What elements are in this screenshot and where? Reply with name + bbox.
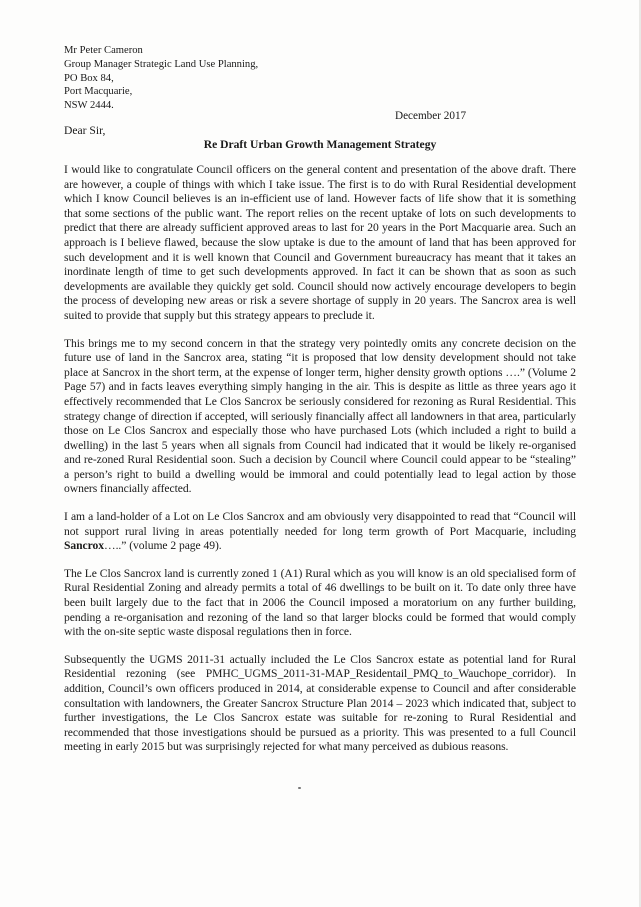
letter-body [64,163,576,768]
paragraph-text: I am a land-holder of a Lot on Le Clos Sancrox and am obviously very disappointed to read that “Council will not support rural living in areas potentially needed for long term growth of Port Macquarie, including [64,510,576,538]
paragraph-current-zoning: The Le Clos Sancrox land is currently zoned 1 (A1) Rural which as you will know is an old specialised form of Rural Residential Zoning and already permits a total of 46 dwellings to be built on it. To date only three have been built largely due to the fact that in 2006 the Council imposed a moratorium on any further building, pending a re-organisation and rezoning of the land so that larger blocks could be formed that would comply with the on-site septic waste disposal regulations then in force. [64,566,576,639]
subject-line: Re Draft Urban Growth Management Strategy [203,138,437,151]
emphasis-sancrox: Sancrox [64,539,105,553]
scan-speck [298,787,301,789]
address-line: Port Macquarie, [64,86,133,98]
address-line: NSW 2444. [64,100,114,112]
paragraph-text: …..” (volume 2 page 49). [104,539,222,553]
address-line: Mr Peter Cameron [64,45,143,56]
salutation: Dear Sir, [64,124,106,137]
address-line: Group Manager Strategic Land Use Planning, [64,58,259,70]
paragraph-land-holder [64,510,576,554]
letter-date: December 2017 [395,110,467,122]
paragraph-second-concern: This brings me to my second concern in that the strategy very pointedly omits any concrete decision on the future use of land in the Sancrox area, stating “it is proposed that low density development should not take place at Sancrox in the short term, at the expense of longer term, higher density growth options ….” (Volume 2 Page 57) and in facts leaves everything simply hanging in the air. This is despite as little as three years ago it effectively recommended that Le Clos Sancrox be seriously considered for rezoning as Rural Residential. This strategy change of direction if accepted, will seriously financially affect all landowners in that area, particularly those on Le Clos Sancrox and especially those who have purchased Lots (which included a right to build a dwelling) in the last 5 years when all signals from Council had indicated that it would be likely re-organised and re-zoned Rural Residential soon. Such a decision by Council where Council could appear to be “stealing” a person’s right to build a dwelling would be immoral and could potentially lead to legal action by those owners financially affected. [64,336,576,496]
paragraph-ugms-history: Subsequently the UGMS 2011-31 actually included the Le Clos Sancrox estate as potential land for Rural Residential rezoning (see PMHC_UGMS_2011-31-MAP_Residentail_PMQ_to_Wauchope_corridor). In addition, Council’s own officers produced in 2014, at considerable expense to Council and after considerable consultation with landowners, the Greater Sancrox Structure Plan 2014 – 2023 which indicated that, subject to further investigations, the Le Clos Sancrox estate was suitable for re-zoning to Rural Residential and recommended that those investigations should be pursued as a priority. This was presented to a full Council meeting in early 2015 but was surprisingly rejected for what many perceived as dubious reasons. [64,652,576,754]
recipient-address [64,44,364,113]
address-line: PO Box 84, [64,72,114,84]
paragraph-rural-residential: I would like to congratulate Council officers on the general content and presentation of the above draft. There are however, a couple of things with which I take issue. The first is to do with Rural Residential development which I know Council believes is an in-efficient use of land. However facts of life show that it is something that some sections of the public want. The report relies on the recent uptake of lots on such developments to predict that there are already sufficient approved areas to last for 20 years in the Port Macquarie area. Such an approach is I believe flawed, because the slow uptake is due to the amount of land that has been approved for such development and it is well known that Council and Government bureaucracy has meant that it takes an inordinate length of time to get such developments approved. In fact it can be shown that as soon as such developments are available they quickly get sold. Council should now actively encourage developers to begin the process of developing new areas or risk a severe shortage of supply in 20 years. The Sancrox area is well suited to provide that supply but this strategy appears to preclude it. [64,163,576,322]
